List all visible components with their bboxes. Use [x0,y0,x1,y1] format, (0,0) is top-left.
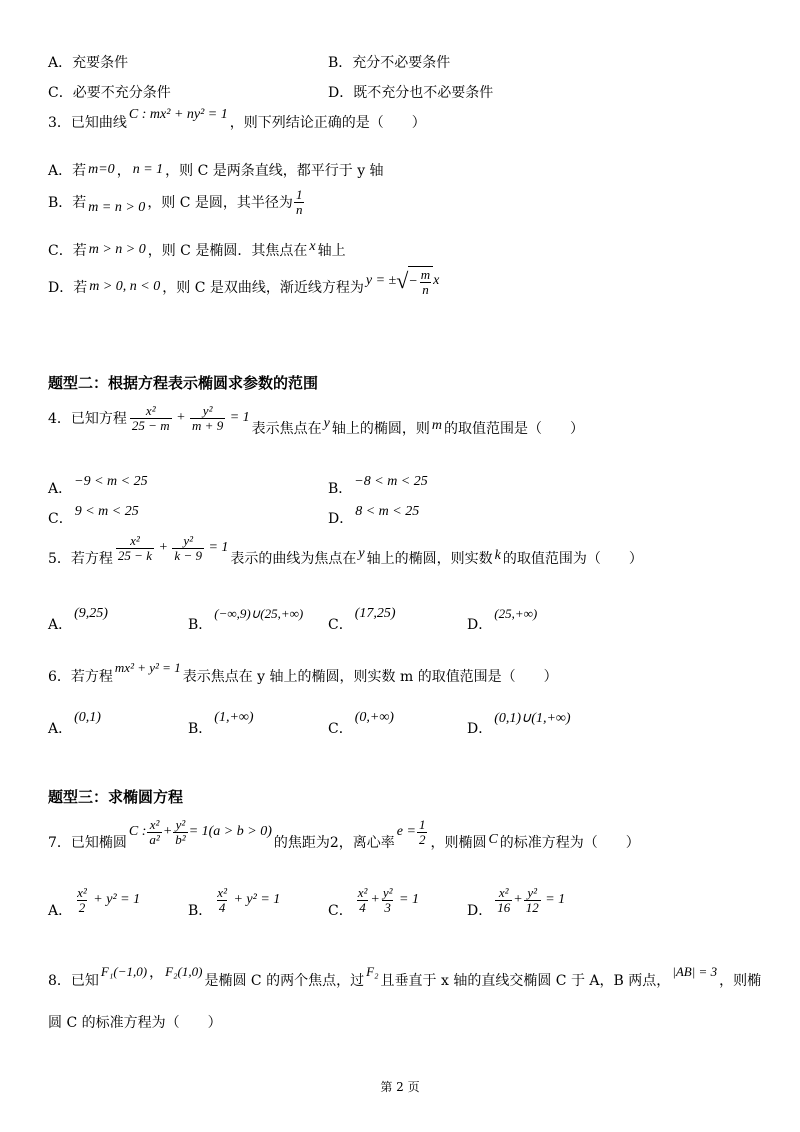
q6-option-b: B． (1,+∞) [188,710,254,737]
q3-asymptote-equation: y = ± √ − $\frac{m}{n}$ x [365,267,440,297]
q6-equation: mx² + y² = 1 [114,660,181,675]
q7-stem: 7．已知椭圆 C : $\frac{\text{x²}}{\text{a²}}$ + $\frac{\text{y²}}{\text{b²}}$ = 1(a > b > 0) 的焦距为2，离心率 e = $\frac{1}{2}$ ，则椭圆 C 的标准方程为（ ） [48,817,640,852]
q8-stem: 8．已知 F₁(−1,0) ， F₂(1,0) 是椭圆 C 的两个焦点，过 F₂ 且垂直于 x 轴的直线交椭圆 C 于 A，B 两点， |AB| = 3 ，则椭 [48,964,762,989]
q6-option-d: D． (0,1)∪(1,+∞) [467,710,571,737]
q3-option-d: D．若 m > 0, n < 0 ，则 C 是双曲线，渐近线方程为 y = ± √ − $\frac{m}{n}$ x [48,267,440,297]
q3-option-a: A．若 m=0 ， n = 1 ，则 C 是两条直线，都平行于 y 轴 [48,162,384,179]
q7-ellipse-equation: C : $\frac{\text{x²}}{\text{a²}}$ + $\frac{\text{y²}}{\text{b²}}$ = 1(a > b > 0) [128,817,272,847]
q5-option-d: D． (25,+∞) [467,606,538,633]
q3-option-c: C．若 m > n > 0 ，则 C 是椭圆．其焦点在 x 轴上 [48,239,346,259]
section-heading-2: 题型二：根据方程表示椭圆求参数的范围 [48,374,319,392]
q4-option-c: C． 9 < m < 25 [48,504,139,527]
q7-eccentricity: e = $\frac{1}{2}$ [396,817,426,847]
q3-curve-equation: C : mx² + ny² = 1 [128,107,228,122]
q5-option-c: C． (17,25) [328,606,396,633]
q3-option-b: B．若 m = n > 0 ，则 C 是圆，其半径为 $\frac{1}{n}$ [48,187,303,217]
q3-stem: 3．已知曲线 C : mx² + ny² = 1 ，则下列结论正确的是（ ） [48,107,426,131]
q2-option-b: B．充分不必要条件 [328,55,451,71]
q6-option-a: A． (0,1) [48,710,101,737]
q8-stem-line2: 圆 C 的标准方程为（ ） [48,1015,222,1031]
page-number: 第 2 页 [380,1080,420,1094]
q5-stem: 5．若方程 $\frac{\text{x²}}{25 - k}$ + $\frac{\text{y²}}{k - 9}$ = 1 表示的曲线为焦点在 y 轴上的椭圆，则实数 k 的取值范围为（ ） [48,533,643,568]
q4-option-b: B． −8 < m < 25 [328,474,428,497]
q4-option-d: D． 8 < m < 25 [328,504,420,527]
q5-option-b: B． (−∞,9)∪(25,+∞) [188,606,304,633]
q2-option-c: C．必要不充分条件 [48,85,171,101]
q5-option-a: A． (9,25) [48,606,108,633]
q7-option-a: A． $\frac{\text{x²}}{2}$ + y² = 1 [48,885,141,920]
q7-option-d: D． $\frac{\text{x²}}{16}$ + $\frac{\text{y²}}{12}$ = 1 [467,885,566,920]
q5-equation: $\frac{\text{x²}}{25 - k}$ + $\frac{\text{y²}}{k - 9}$ = 1 [117,533,229,563]
q6-stem: 6．若方程 mx² + y² = 1 表示焦点在 y 轴上的椭圆，则实数 m 的取值范围是（ ） [48,660,558,685]
q4-stem: 4．已知方程 $\frac{\text{x²}}{25 - m}$ + $\frac{\text{y²}}{m + 9}$ = 1 表示焦点在 y 轴上的椭圆，则 m 的取值范围是（ ） [48,403,585,438]
q3-radius-fraction: $\frac{1}{n}$ [295,187,303,217]
q7-option-b: B． $\frac{\text{x²}}{4}$ + y² = 1 [188,885,281,920]
q4-equation: $\frac{\text{x²}}{25 - m}$ + $\frac{\text{y²}}{m + 9}$ = 1 [131,403,250,433]
q2-option-d: D．既不充分也不必要条件 [328,85,494,101]
q7-option-c: C． $\frac{\text{x²}}{4}$ + $\frac{\text{y²}}{3}$ = 1 [328,885,419,920]
section-heading-3: 题型三：求椭圆方程 [48,788,184,806]
q6-option-c: C． (0,+∞) [328,710,394,737]
q4-option-a: A． −9 < m < 25 [48,474,148,497]
q2-option-a: A．充要条件 [48,55,129,71]
